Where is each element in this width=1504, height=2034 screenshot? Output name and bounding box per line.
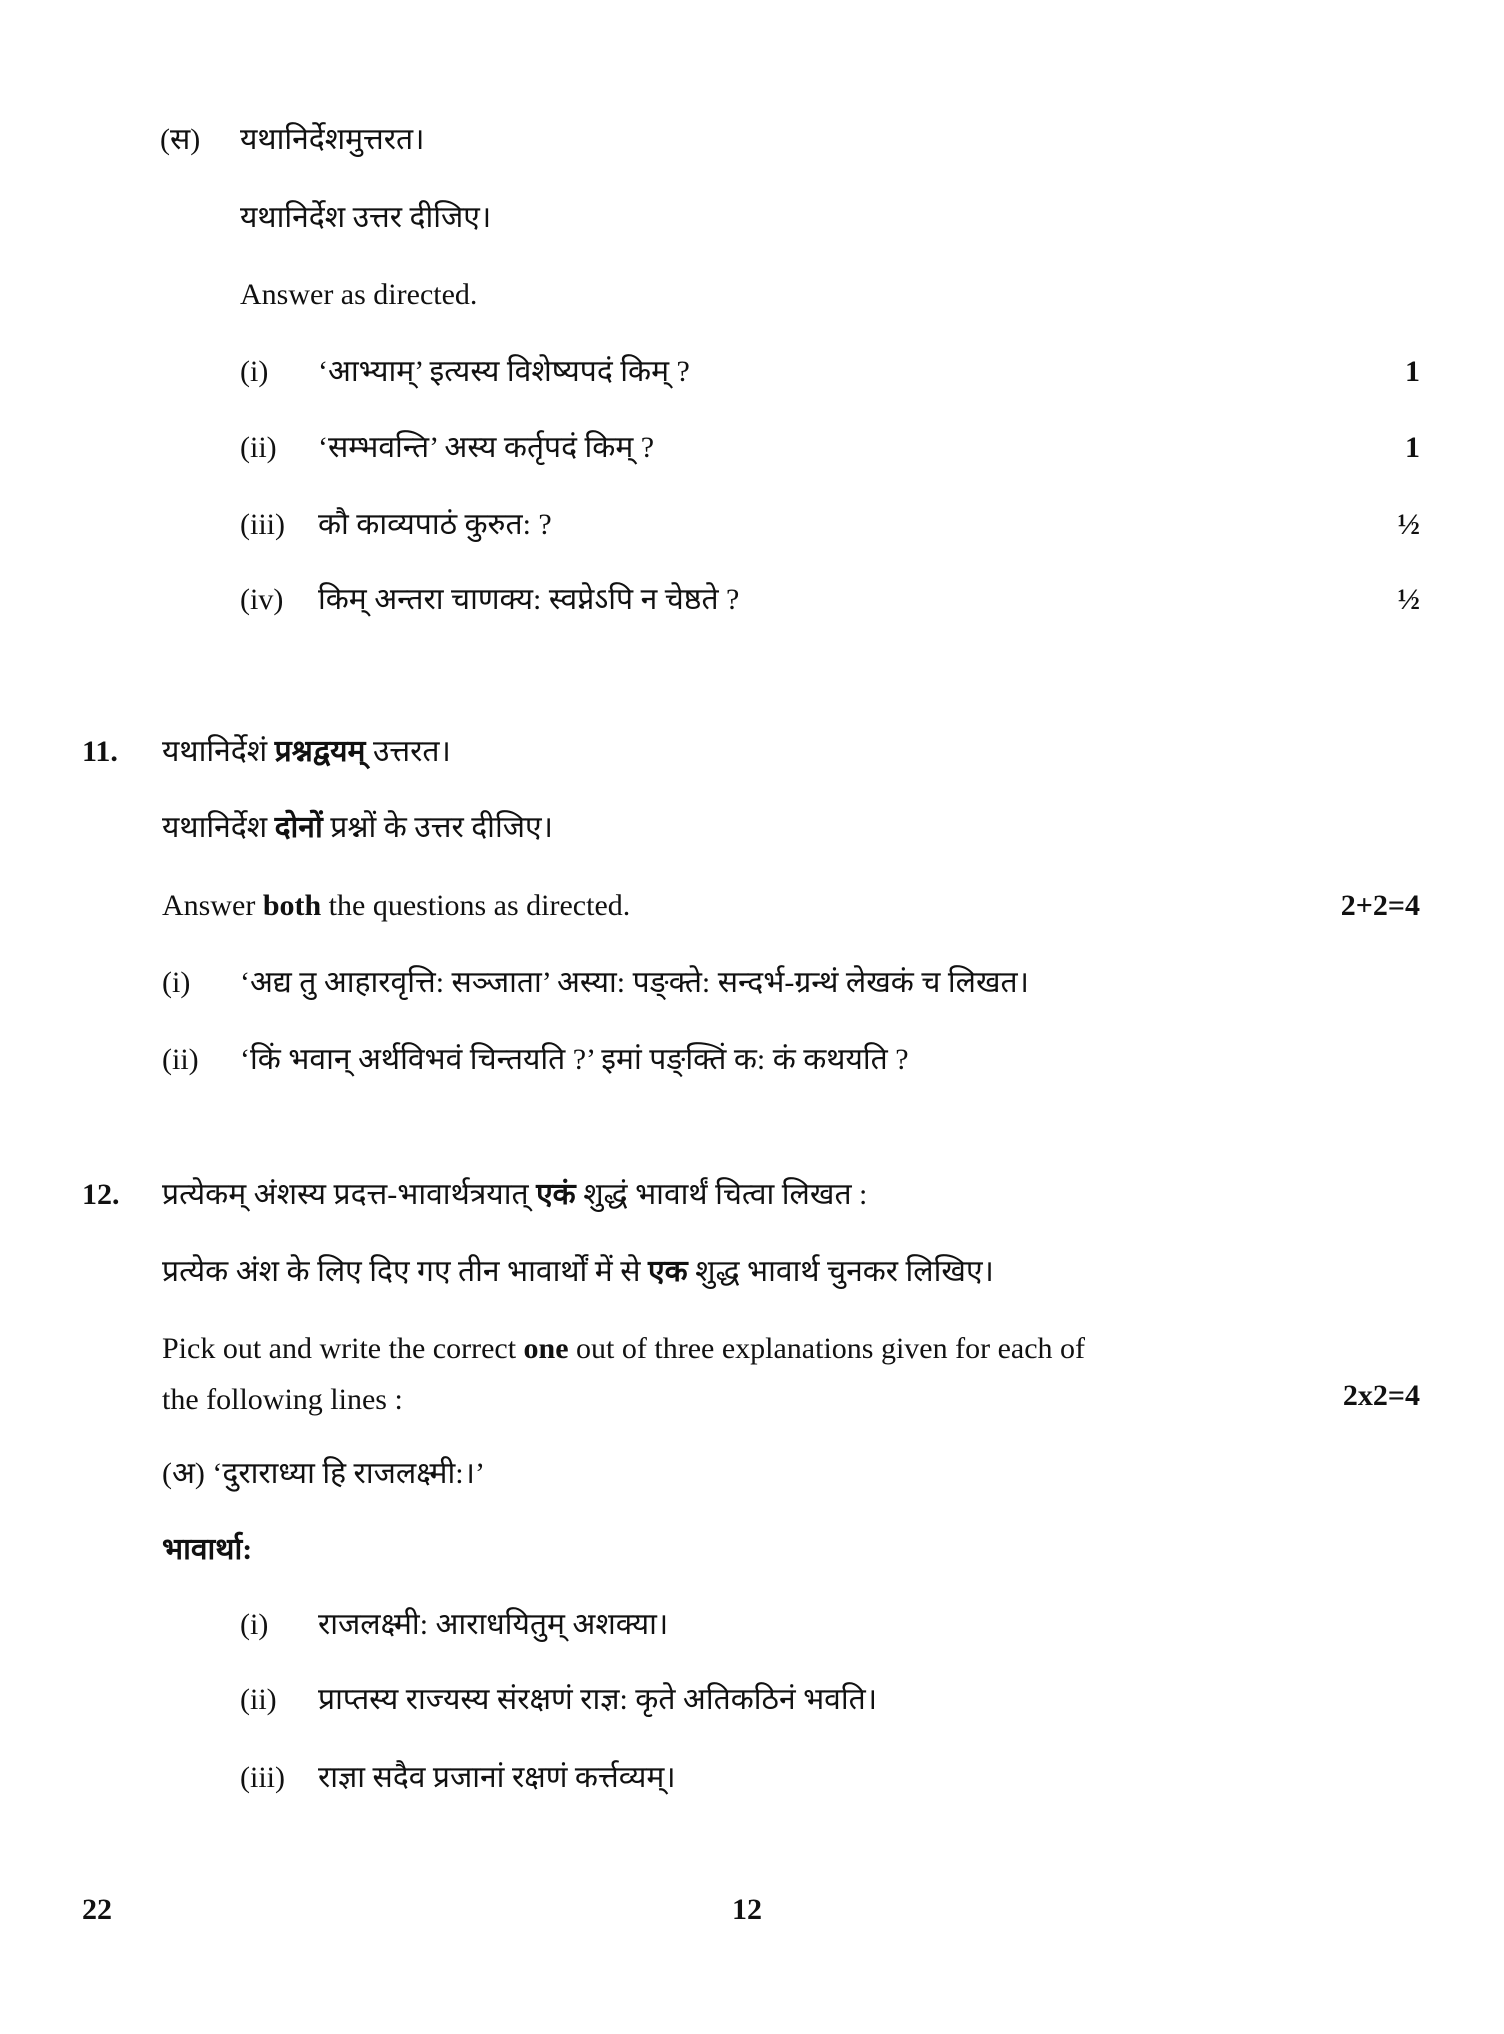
- text: out of three explanations given for each of: [576, 1332, 1086, 1365]
- marks: 2+2=4: [1340, 889, 1420, 922]
- marks: 1: [1405, 355, 1420, 388]
- text: प्रश्नों के उत्तर दीजिए।: [330, 811, 553, 844]
- bhavartha-heading: भावार्था:: [162, 1533, 253, 1566]
- text: Answer: [162, 889, 256, 922]
- item-label: (i): [162, 966, 191, 999]
- item-text: ‘अद्य तु आहारवृत्ति: सञ्जाता’ अस्या: पङ्क्ते: सन्दर्भ-ग्रन्थं लेखकं च लिखत।: [240, 966, 1030, 999]
- text: the questions as directed.: [328, 889, 631, 922]
- english-instruction: [162, 1329, 1085, 1369]
- emphasis: एकं: [536, 1178, 576, 1211]
- item-label: (i): [240, 355, 269, 388]
- item-text: किम् अन्तरा चाणक्य: स्वप्नेऽपि न चेष्ठते ?: [318, 583, 740, 616]
- english-instruction: [162, 886, 630, 926]
- text: शुद्ध भावार्थ चुनकर लिखिए।: [695, 1255, 994, 1288]
- hindi-instruction: [162, 808, 553, 848]
- text: उत्तरत।: [372, 735, 451, 768]
- emphasis: one: [523, 1332, 569, 1365]
- emphasis: प्रश्नद्वयम्: [274, 735, 366, 768]
- english-instruction-cont: the following lines :: [162, 1383, 403, 1416]
- option-text: राजलक्ष्मी: आराधयितुम् अशक्या।: [318, 1608, 669, 1641]
- option-label: (ii): [240, 1683, 277, 1716]
- text: यथानिर्देश: [162, 811, 268, 844]
- english-instruction: Answer as directed.: [240, 278, 478, 311]
- item-text: कौ काव्यपाठं कुरुत: ?: [318, 508, 552, 541]
- hindi-instruction: [162, 1252, 994, 1292]
- page-number: 12: [732, 1893, 762, 1926]
- item-label: (ii): [162, 1043, 199, 1076]
- item-label: (ii): [240, 431, 277, 464]
- emphasis: both: [262, 889, 322, 922]
- marks: ½: [1397, 583, 1420, 616]
- text: Pick out and write the correct: [162, 1332, 517, 1365]
- item-text: ‘आभ्याम्’ इत्यस्य विशेष्यपदं किम् ?: [318, 355, 690, 388]
- text: शुद्धं भावार्थं चित्वा लिखत :: [583, 1178, 868, 1211]
- hindi-instruction: यथानिर्देश उत्तर दीजिए।: [240, 201, 492, 234]
- option-text: राज्ञा सदैव प्रजानां रक्षणं कर्त्तव्यम्।: [318, 1761, 676, 1794]
- sanskrit-instruction: [162, 1175, 867, 1215]
- paper-code: 22: [82, 1893, 112, 1926]
- option-label: (iii): [240, 1761, 285, 1794]
- item-text: ‘किं भवान् अर्थविभवं चिन्तयति ?’ इमां पङ्क्तिं क: कं कथयति ?: [240, 1043, 909, 1076]
- part-a-line: (अ) ‘दुराराध्या हि राजलक्ष्मी:।’: [162, 1457, 485, 1490]
- sanskrit-instruction: [162, 732, 451, 772]
- option-label: (i): [240, 1608, 269, 1641]
- emphasis: एक: [648, 1255, 688, 1288]
- question-number: 12.: [82, 1178, 120, 1211]
- question-number: 11.: [82, 735, 118, 768]
- text: प्रत्येकम् अंशस्य प्रदत्त-भावार्थत्रयात्: [162, 1178, 529, 1211]
- item-label: (iv): [240, 583, 284, 616]
- emphasis: दोनों: [274, 811, 323, 844]
- text: प्रत्येक अंश के लिए दिए गए तीन भावार्थों में से: [162, 1255, 641, 1288]
- marks: 2x2=4: [1342, 1379, 1420, 1412]
- option-text: प्राप्तस्य राज्यस्य संरक्षणं राज्ञ: कृते अतिकठिनं भवति।: [318, 1683, 878, 1716]
- marks: 1: [1405, 431, 1420, 464]
- sanskrit-instruction: यथानिर्देशमुत्तरत।: [240, 123, 425, 156]
- marks: ½: [1397, 508, 1420, 541]
- item-label: (iii): [240, 508, 285, 541]
- part-label: (स): [160, 123, 201, 156]
- item-text: ‘सम्भवन्ति’ अस्य कर्तृपदं किम् ?: [318, 431, 655, 464]
- text: यथानिर्देशं: [162, 735, 268, 768]
